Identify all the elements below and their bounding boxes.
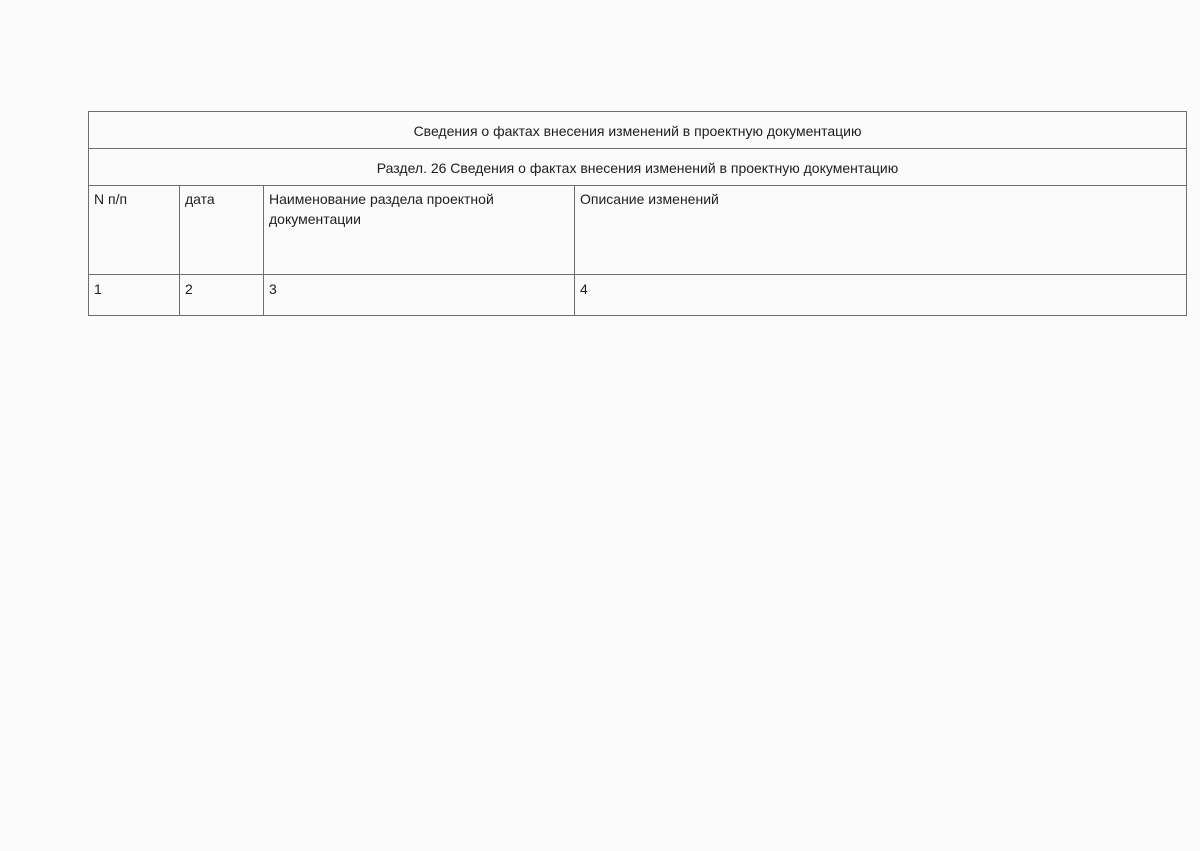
column-header-number: N п/п [89,186,180,275]
column-number-3: 3 [264,275,575,316]
column-number-1: 1 [89,275,180,316]
header-row [89,186,1187,275]
column-header-description: Описание изменений [575,186,1187,275]
changes-table [88,111,1187,316]
table-title-text: Сведения о фактах внесения изменений в проектную документацию [413,123,862,139]
column-number-row [89,275,1187,316]
column-header-date: дата [180,186,264,275]
section-title [89,149,1187,186]
section-title-row [89,149,1187,186]
column-header-section-name: Наименование раздела проектной документации [264,186,575,275]
table-title [89,112,1187,149]
section-title-text: Раздел. 26 Сведения о фактах внесения изменений в проектную документацию [376,160,899,176]
column-number-4: 4 [575,275,1187,316]
table-title-row [89,112,1187,149]
column-number-2: 2 [180,275,264,316]
